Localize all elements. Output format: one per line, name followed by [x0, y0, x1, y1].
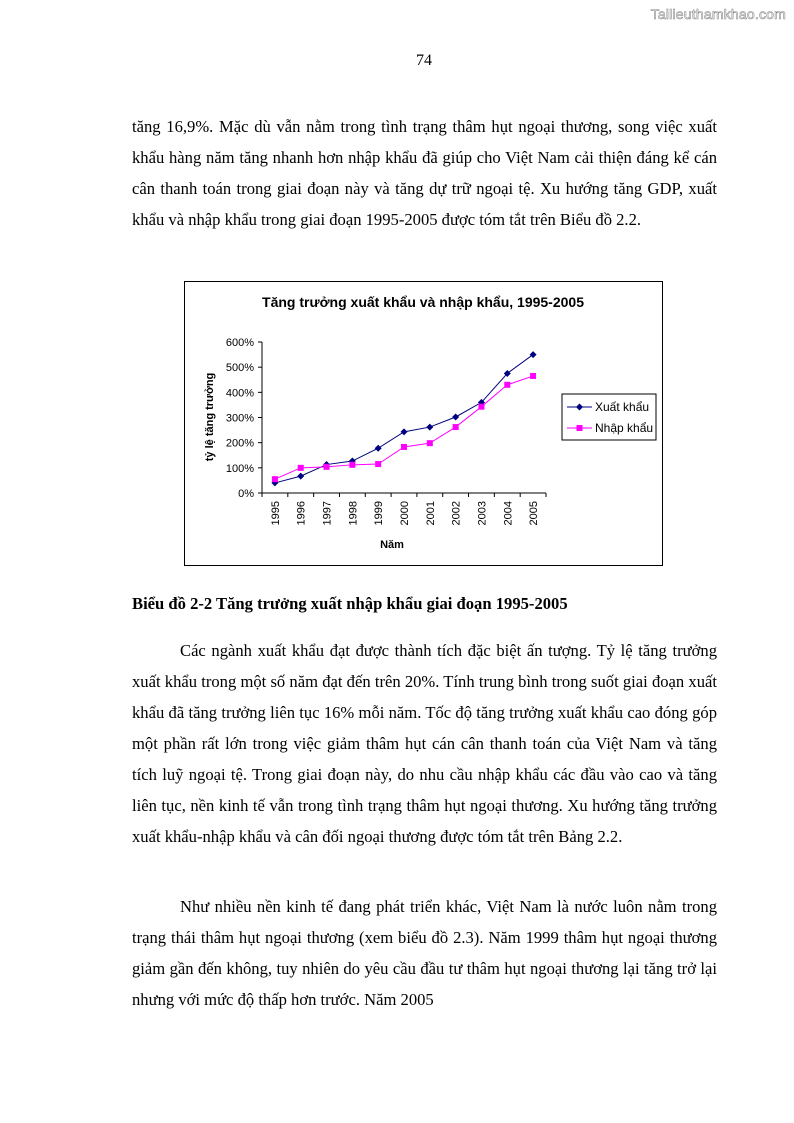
series-line-export	[275, 355, 533, 483]
data-point-import	[324, 464, 330, 470]
page-number: 74	[416, 52, 432, 69]
data-point-import	[427, 440, 433, 446]
data-point-export	[297, 473, 304, 480]
data-point-export	[375, 445, 382, 452]
x-tick-label: 1995	[269, 501, 282, 526]
legend-label-export: Xuất khẩu	[595, 400, 650, 414]
y-axis-label: tỷ lệ tăng trưởng	[204, 372, 216, 462]
y-tick-label: 100%	[225, 462, 254, 475]
data-point-export	[401, 428, 408, 435]
x-tick-label: 2000	[399, 501, 411, 526]
data-point-import	[453, 424, 459, 430]
paragraph-2: Các ngành xuất khẩu đạt được thành tích đặc biệt ấn tượng. Tỷ lệ tăng trưởng xuất khẩu trong một số năm đạt đến trên 20%. Tính trung bình trong suốt giai đoạn xuất khẩu đã tăng trưởng liên tục 16% mỗi năm. Tốc độ tăng trưởng xuất khẩu cao đóng góp một phần rất lớn trong việc giảm thâm hụt cán cân thanh toán của Việt Nam và tăng tích luỹ ngoại tệ. Trong giai đoạn này, do nhu cầu nhập khẩu các đầu vào cao và tăng liên tục, nền kinh tế vẫn trong tình trạng thâm hụt ngoại thương. Xu hướng tăng trưởng xuất khẩu-nhập khẩu và cân đối ngoại thương được tóm tắt trên Bảng 2.2.	[132, 641, 717, 846]
data-point-import	[298, 465, 304, 471]
y-tick-label: 600%	[225, 337, 254, 349]
data-point-import	[401, 444, 407, 450]
data-point-export	[452, 413, 459, 420]
chart-container	[184, 281, 663, 566]
legend-marker-import	[577, 425, 583, 431]
x-tick-label: 1999	[373, 501, 386, 526]
data-point-import	[375, 461, 381, 467]
y-tick-label: 400%	[225, 387, 254, 400]
data-point-import	[349, 462, 355, 468]
x-tick-label: 2001	[424, 501, 437, 526]
x-tick-label: 2005	[528, 501, 541, 526]
data-point-export	[426, 424, 433, 431]
data-point-import	[504, 382, 510, 388]
x-tick-label: 2003	[476, 501, 489, 526]
y-tick-label: 500%	[225, 362, 254, 375]
y-tick-label: 300%	[225, 412, 254, 425]
data-point-export	[530, 351, 537, 358]
chart-title: Tăng trưởng xuất khẩu và nhập khẩu, 1995-2005	[262, 294, 584, 310]
paragraph-1: tăng 16,9%. Mặc dù vẫn nằm trong tình trạng thâm hụt ngoại thương, song việc xuất khẩu hàng năm tăng nhanh hơn nhập khẩu đã giúp cho Việt Nam cải thiện đáng kể cán cân thanh toán trong giai đoạn này và tăng dự trữ ngoại tệ. Xu hướng tăng GDP, xuất khẩu và nhập khẩu trong giai đoạn 1995-2005 được tóm tắt trên Biểu đồ 2.2.	[132, 117, 717, 229]
series-line-import	[275, 376, 533, 479]
data-point-import	[478, 404, 484, 410]
watermark: Tailieuthamkhao.com	[650, 6, 786, 22]
x-tick-label: 2002	[450, 501, 463, 526]
x-tick-label: 2004	[502, 501, 515, 526]
x-tick-label: 1996	[295, 501, 308, 526]
x-axis-label: Năm	[380, 539, 404, 551]
data-point-import	[530, 373, 536, 379]
y-tick-label: 0%	[238, 488, 254, 500]
x-tick-label: 1998	[347, 501, 360, 526]
paragraph-3: Như nhiều nền kinh tế đang phát triển khác, Việt Nam là nước luôn nằm trong trạng thái thâm hụt ngoại thương (xem biểu đồ 2.3). Năm 1999 thâm hụt ngoại thương giảm gần đến không, tuy nhiên do yêu cầu đầu tư thâm hụt ngoại thương lại tăng trở lại nhưng với mức độ thấp hơn trước. Năm 2005	[132, 897, 717, 1009]
y-tick-label: 200%	[225, 437, 254, 450]
line-chart	[185, 282, 662, 565]
data-point-import	[272, 476, 278, 482]
figure-caption: Biểu đồ 2-2 Tăng trưởng xuất nhập khẩu giai đoạn 1995-2005	[132, 594, 568, 613]
legend-label-import: Nhập khẩu	[595, 421, 654, 435]
x-tick-label: 1997	[321, 501, 334, 526]
